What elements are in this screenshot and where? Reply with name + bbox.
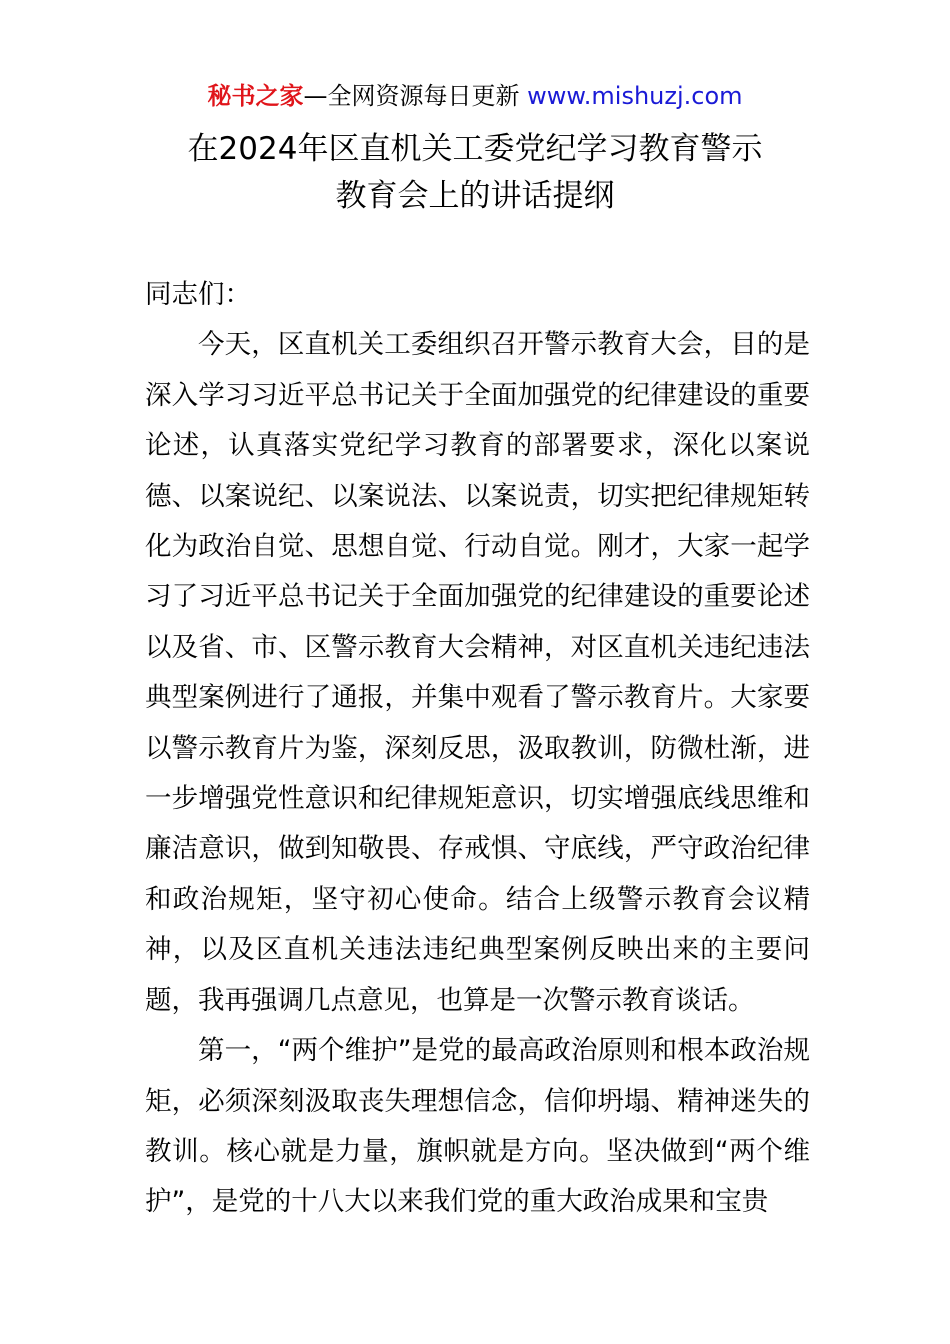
site-url-link[interactable]: www.mishuzj.com — [527, 82, 743, 110]
brand-name: 秘书之家 — [207, 82, 304, 110]
salutation: 同志们： — [145, 279, 251, 310]
paragraph-2: 第一，“两个维护”是党的最高政治原则和根本政治规矩，必须深刻汲取丧失理想信念，信仰坍塌、精神迷失的教训。核心就是力量，旗帜就是方向。坚决做到“两个维护”，是党的十八大以来我们党的重大政治成果和宝贵 — [145, 1035, 810, 1218]
title-line-1: 在2024年区直机关工委党纪学习教育警示 — [187, 131, 763, 167]
site-header — [0, 80, 950, 112]
title-line-2: 教育会上的讲话提纲 — [335, 178, 615, 214]
document-body — [145, 270, 810, 1228]
header-tagline: —全网资源每日更新 — [303, 82, 520, 110]
document-title — [0, 126, 950, 220]
paragraph-1: 今天，区直机关工委组织召开警示教育大会，目的是深入学习习近平总书记关于全面加强党的纪律建设的重要论述，认真落实党纪学习教育的部署要求，深化以案说德、以案说纪、以案说法、以案说责，切实把纪律规矩转化为政治自觉、思想自觉、行动自觉。刚才，大家一起学习了习近平总书记关于全面加强党的纪律建设的重要论述以及省、市、区警示教育大会精神，对区直机关违纪违法典型案例进行了通报，并集中观看了警示教育片。大家要以警示教育片为鉴，深刻反思，汲取教训，防微杜渐，进一步增强党性意识和纪律规矩意识，切实增强底线思维和廉洁意识，做到知敬畏、存戒惧、守底线，严守政治纪律和政治规矩，坚守初心使命。结合上级警示教育会议精神，以及区直机关违法违纪典型案例反映出来的主要问题，我再强调几点意见，也算是一次警示教育谈话。 — [145, 329, 810, 1016]
